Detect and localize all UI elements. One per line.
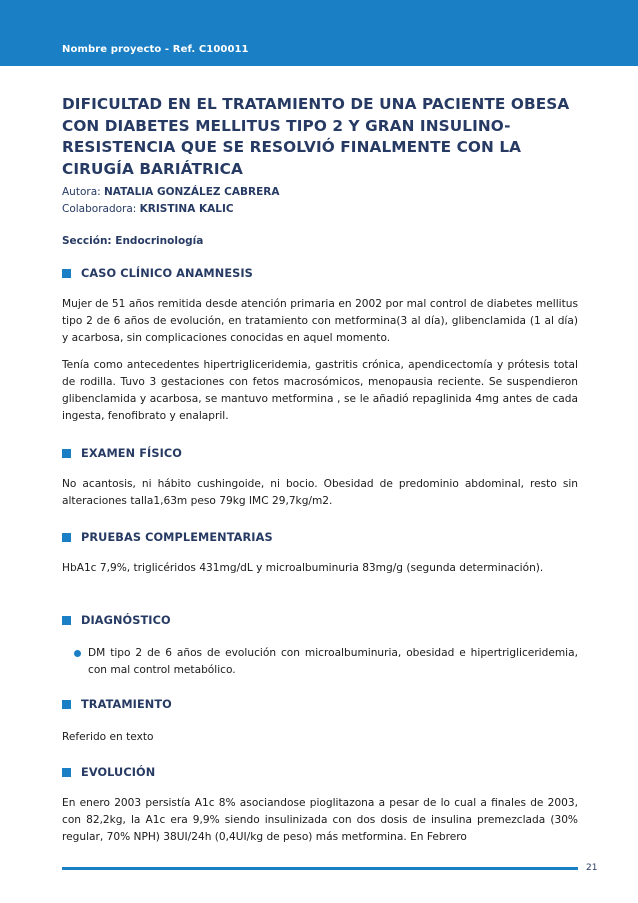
author-line bbox=[62, 184, 582, 200]
title-line: CON DIABETES MELLITUS TIPO 2 Y GRAN INSULINO- bbox=[62, 116, 511, 135]
author-label: Autora: bbox=[62, 186, 101, 198]
section-title: CASO CLÍNICO ANAMNESIS bbox=[81, 266, 253, 280]
paragraph: Mujer de 51 años remitida desde atención primaria en 2002 por mal control de diabetes mellitus tipo 2 de 6 años de evolución, en tratamiento con metformina(3 al día), glibenclamida (1 al día) y acarbosa, sin complicaciones conocidas en aquel momento. bbox=[62, 298, 578, 344]
paragraph: Tenía como antecedentes hipertrigliceridemia, gastritis crónica, apendicectomía y prótesis total de rodilla. Tuvo 3 gestaciones con fetos macrosómicos, menopausia reciente. Se suspendieron glibenclamida y acarbosa, se mantuvo metformina , se le añadió repaglinida 4mg antes de cada ingesta, fenofibrato y enalapril. bbox=[62, 359, 578, 422]
square-bullet-icon bbox=[62, 700, 71, 709]
section-heading-pruebas bbox=[62, 529, 273, 545]
square-bullet-icon bbox=[62, 768, 71, 777]
paragraph: HbA1c 7,9%, triglicéridos 431mg/dL y microalbuminuria 83mg/g (segunda determinación). bbox=[62, 562, 544, 574]
title-line: CIRUGÍA BARIÁTRICA bbox=[62, 159, 243, 178]
collaborator-name: KRISTINA KALIC bbox=[139, 203, 234, 215]
square-bullet-icon bbox=[62, 449, 71, 458]
list-item-text: DM tipo 2 de 6 años de evolución con microalbuminuria, obesidad e hipertrigliceridemia, con mal control metabólico. bbox=[88, 647, 578, 676]
footer-divider bbox=[62, 867, 578, 870]
title-line: RESISTENCIA QUE SE RESOLVIÓ FINALMENTE CON LA bbox=[62, 138, 522, 156]
section-heading-diagnostico bbox=[62, 612, 171, 628]
paragraph: En enero 2003 persistía A1c 8% asociandose pioglitazona a pesar de lo cual a finales de 2003, con 82,2kg, la A1c era 9,9% siendo insulinizada con dos dosis de insulina premezclada (30% regular, 70% NPH) 38UI/24h (0,4UI/kg de peso) más metformina. En Febrero bbox=[62, 797, 578, 843]
project-reference: Nombre proyecto - Ref. C100011 bbox=[62, 44, 249, 55]
section-value: Endocrinología bbox=[115, 235, 204, 247]
section-heading-tratamiento bbox=[62, 696, 172, 712]
document-title bbox=[62, 94, 582, 180]
section-heading-evolucion bbox=[62, 764, 155, 780]
collaborator-label: Colaboradora: bbox=[62, 203, 137, 215]
section-label: Sección: bbox=[62, 235, 112, 247]
paragraph: Referido en texto bbox=[62, 731, 154, 743]
section-title: PRUEBAS COMPLEMENTARIAS bbox=[81, 530, 273, 544]
section-title: EXAMEN FÍSICO bbox=[81, 446, 182, 460]
header-band bbox=[0, 0, 638, 66]
section-heading-caso bbox=[62, 265, 253, 281]
collaborator-line bbox=[62, 201, 582, 217]
square-bullet-icon bbox=[62, 533, 71, 542]
section-heading-examen bbox=[62, 445, 182, 461]
author-name: NATALIA GONZÁLEZ CABRERA bbox=[104, 186, 280, 198]
page-number: 21 bbox=[586, 863, 598, 873]
section-line bbox=[62, 233, 582, 249]
list-item bbox=[74, 645, 578, 679]
paragraph: No acantosis, ni hábito cushingoide, ni bocio. Obesidad de predominio abdominal, resto sin alteraciones talla1,63m peso 79kg IMC 29,7kg/m2. bbox=[62, 478, 578, 507]
section-title: EVOLUCIÓN bbox=[81, 765, 156, 779]
section-title: TRATAMIENTO bbox=[81, 697, 172, 711]
round-bullet-icon bbox=[74, 650, 81, 657]
title-line: DIFICULTAD EN EL TRATAMIENTO DE UNA PACIENTE OBESA bbox=[62, 95, 570, 113]
square-bullet-icon bbox=[62, 269, 71, 278]
square-bullet-icon bbox=[62, 616, 71, 625]
section-title: DIAGNÓSTICO bbox=[81, 613, 171, 627]
